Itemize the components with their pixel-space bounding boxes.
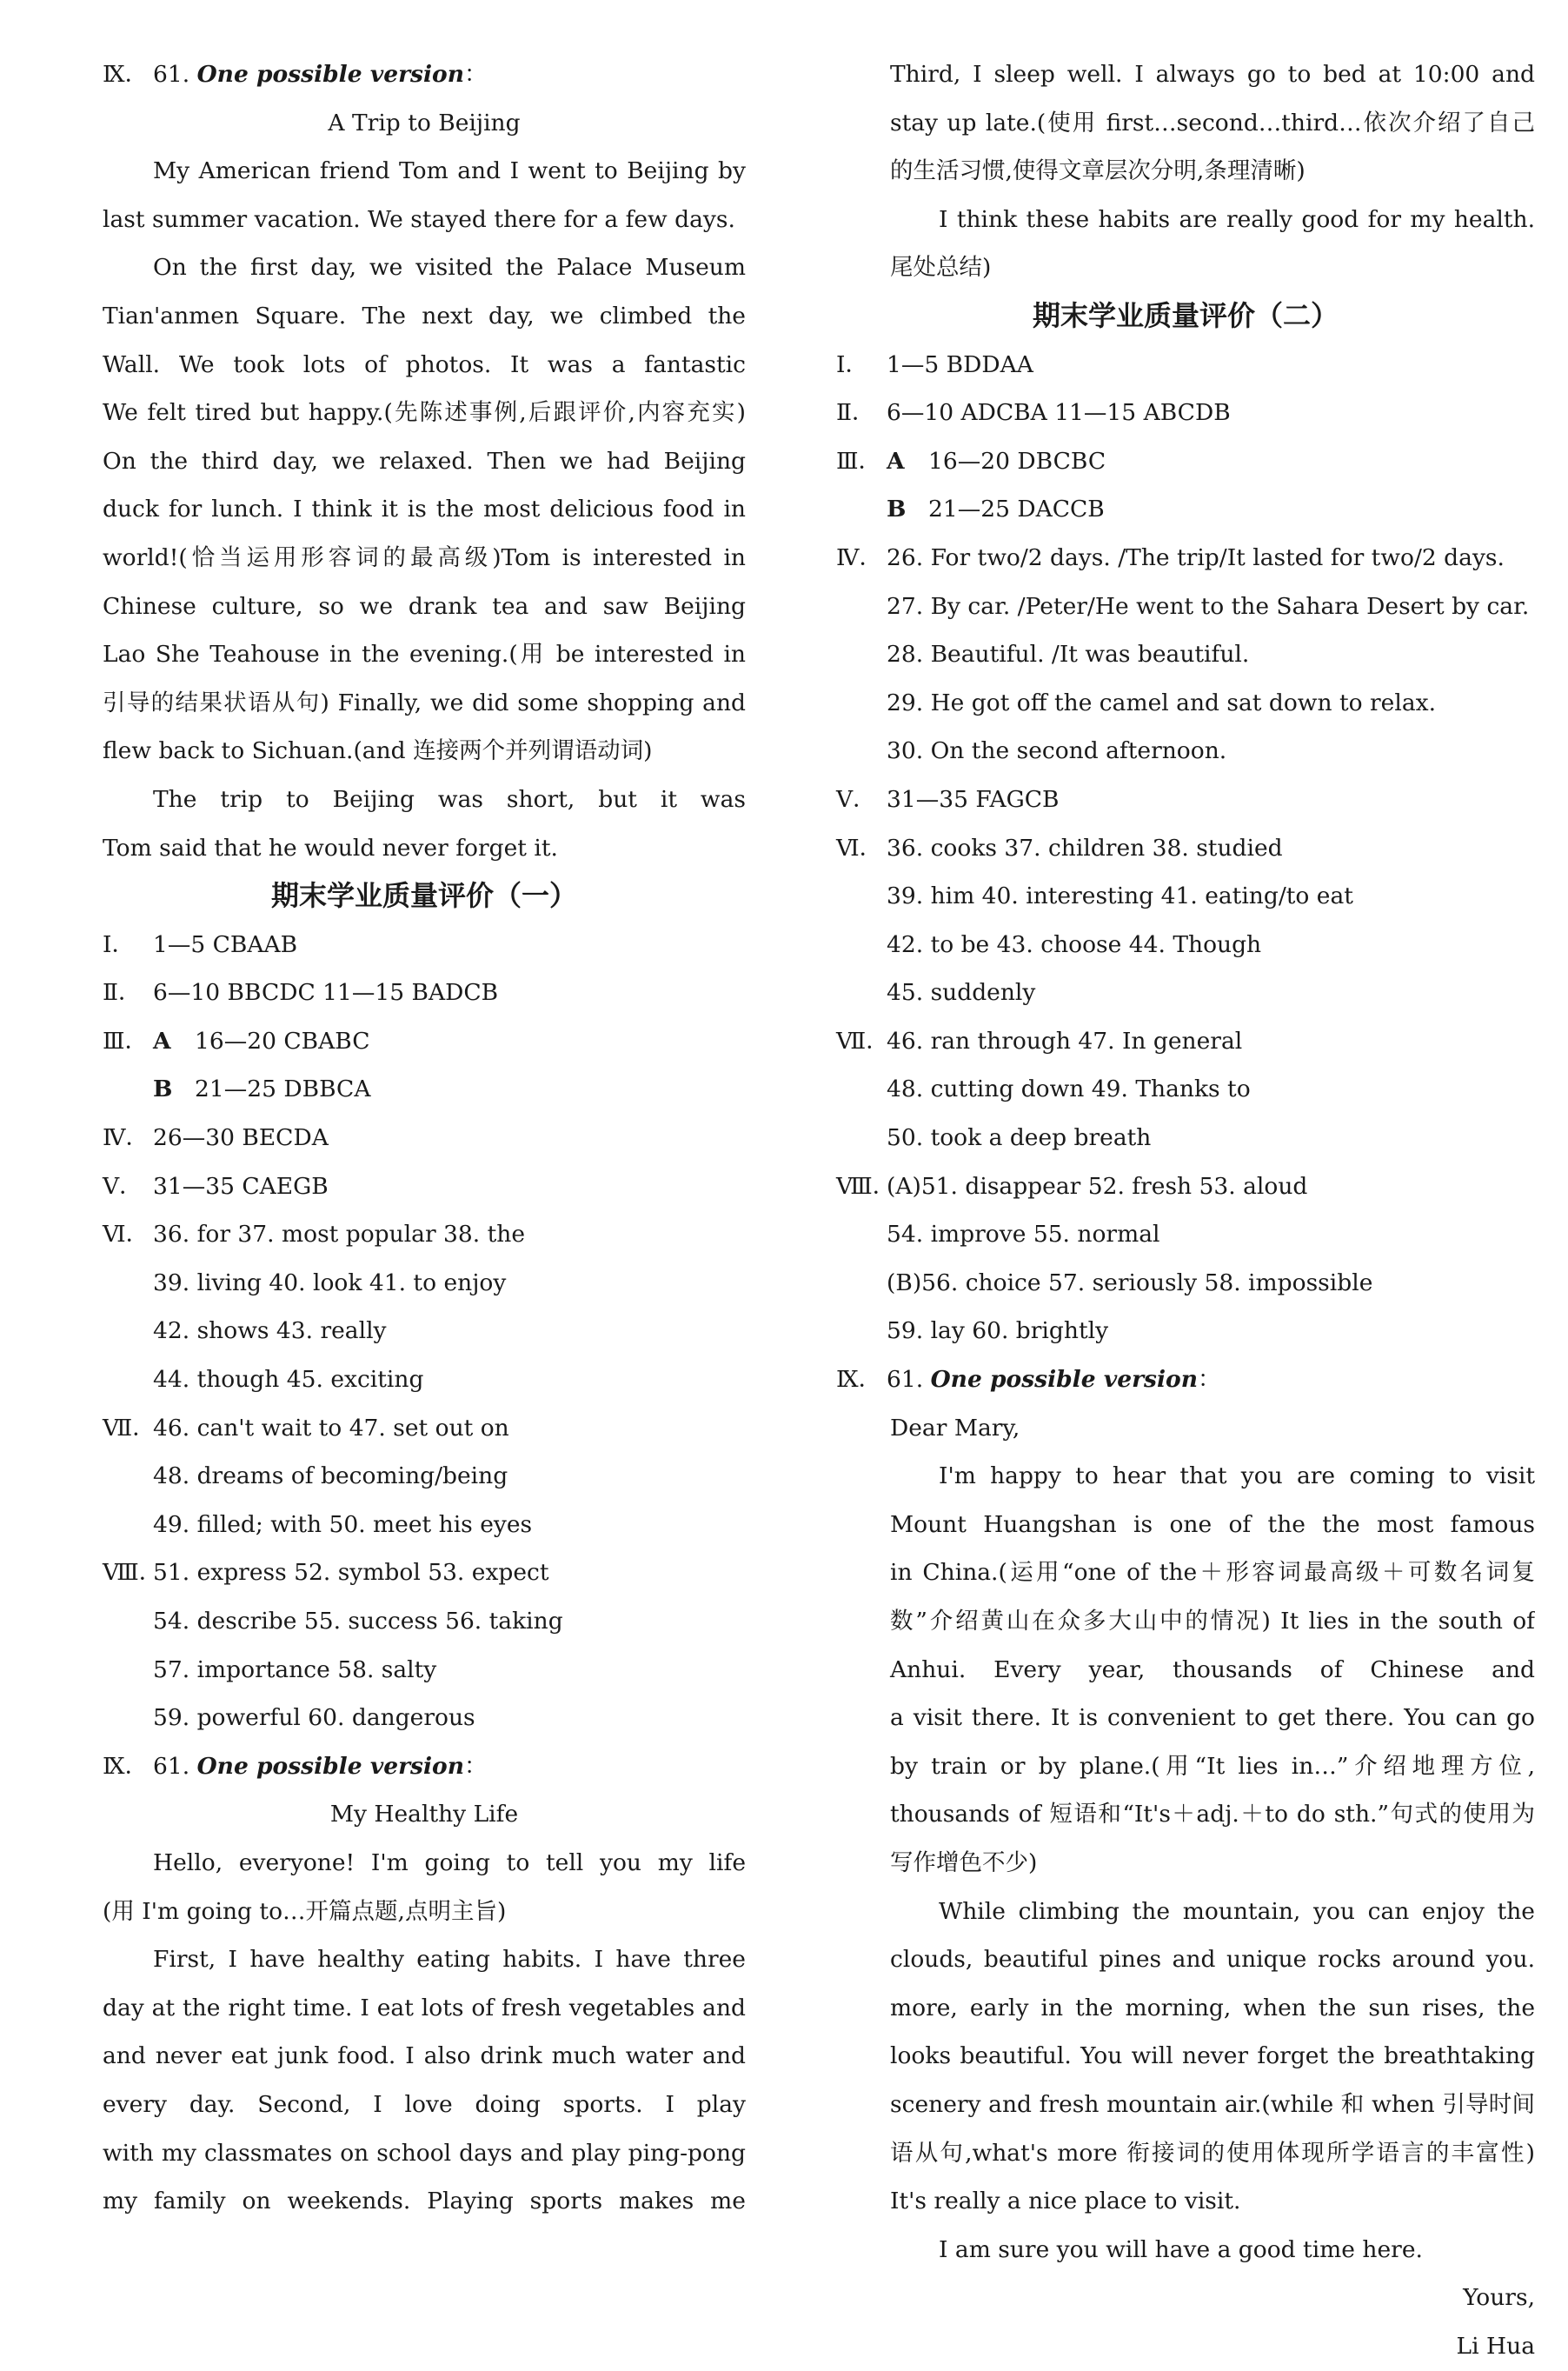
- essay-line: 写作增色不少): [890, 1848, 1038, 1876]
- answer-text: 48. dreams of becoming/being: [153, 1462, 508, 1490]
- answer-text: 1—5 CBAAB: [153, 930, 298, 958]
- letter-closing: Yours,: [1463, 2284, 1535, 2312]
- essay-3-header: [836, 1355, 1535, 1404]
- answer-text: 54. improve 55. normal: [887, 1221, 1160, 1249]
- answer-text: 59. powerful 60. dangerous: [153, 1704, 475, 1732]
- right-column: [836, 50, 1535, 2371]
- answer-text: 36. cooks 37. children 38. studied: [887, 834, 1283, 862]
- section-roman: Ⅲ．: [836, 447, 882, 475]
- answer-row: [836, 389, 1535, 437]
- answer-row: [103, 1114, 746, 1162]
- answer-row: [836, 437, 1535, 486]
- colon: ：: [1197, 1366, 1221, 1394]
- answer-text: 54. describe 55. success 56. taking: [153, 1608, 563, 1635]
- essay-line: I'm happy to hear that you are coming to visit: [939, 1462, 1535, 1490]
- section-roman: Ⅷ．: [836, 1172, 896, 1200]
- answer-row: [836, 1259, 1535, 1308]
- answer-text: 31—35 FAGCB: [887, 785, 1060, 813]
- essay-line: duck for lunch. I think it is the most delicious food in: [103, 496, 746, 523]
- essay-line: 数”介绍黄山在众多大山中的情况) It lies in the south of: [890, 1608, 1535, 1635]
- answer-row: [103, 1065, 746, 1114]
- answer-text: 42. to be 43. choose 44. Though: [887, 930, 1262, 958]
- colon: ：: [463, 1752, 488, 1780]
- essay-line: day at the right time. I eat lots of fresh vegetables and: [103, 1994, 746, 2021]
- answer-row: [103, 1210, 746, 1259]
- answer-text: 59. lay 60. brightly: [887, 1317, 1109, 1345]
- essay-line: a visit there. It is convenient to get there. You can go: [890, 1704, 1535, 1732]
- question-number: 61.: [153, 61, 190, 88]
- version-label: One possible version: [930, 1366, 1198, 1394]
- essay-line: by train or by plane.(用“It lies in…”介绍地理方位,: [890, 1752, 1535, 1780]
- exam-2-title: 期末学业质量评价（二）: [1032, 298, 1339, 332]
- answer-row: [836, 679, 1535, 728]
- essay-line: It's really a nice place to visit.: [890, 2188, 1241, 2215]
- answer-text: 50. took a deep breath: [887, 1124, 1152, 1152]
- essay-line: more, early in the morning, when the sun rises, the: [890, 1994, 1535, 2021]
- section-roman: Ⅴ．: [103, 1172, 143, 1200]
- essay-line: looks beautiful. You will never forget the breathtaking: [890, 2042, 1535, 2070]
- essay-line: thousands of 短语和“It's＋adj.＋to do sth.”句式的使用为: [890, 1801, 1535, 1828]
- letter-greeting: Dear Mary,: [890, 1414, 1020, 1442]
- answer-text: 31—35 CAEGB: [153, 1172, 329, 1200]
- answer-row: [103, 1452, 746, 1501]
- essay-line: 尾处总结): [890, 254, 992, 282]
- essay-line: Tom said that he would never forget it.: [103, 834, 558, 862]
- part-label: B: [887, 496, 907, 523]
- essay-line: 的生活习惯,使得文章层次分明,条理清晰): [890, 157, 1306, 185]
- answer-text: 16—20 CBABC: [195, 1027, 370, 1055]
- answer-text: 46. can't wait to 47. set out on: [153, 1414, 509, 1442]
- essay-line: We felt tired but happy.(先陈述事例,后跟评价,内容充实): [103, 399, 746, 427]
- essay-line: in China.(运用“one of the＋形容词最高级＋可数名词复: [890, 1559, 1535, 1587]
- answer-row: [836, 1162, 1535, 1211]
- answer-row: [103, 1694, 746, 1742]
- essay-line: with my classmates on school days and play ping-pong: [103, 2139, 746, 2167]
- part-label: A: [887, 447, 905, 475]
- answer-text: 26—30 BECDA: [153, 1124, 329, 1152]
- section-roman: Ⅰ．: [836, 350, 868, 378]
- section-roman: Ⅸ．: [836, 1366, 882, 1394]
- essay-line: While climbing the mountain, you can enjoy the: [939, 1897, 1535, 1925]
- answer-row: [836, 1017, 1535, 1066]
- essay-line: The trip to Beijing was short, but it was: [153, 785, 746, 813]
- essay-line: (用 I'm going to…开篇点题,点明主旨): [103, 1897, 507, 1925]
- answer-row: [836, 1210, 1535, 1259]
- answer-row: [836, 727, 1535, 776]
- essay-line: every day. Second, I love doing sports. I play: [103, 2090, 746, 2118]
- answer-text: 42. shows 43. really: [153, 1317, 387, 1345]
- answer-text: 1—5 BDDAA: [887, 350, 1033, 378]
- answer-row: [103, 1646, 746, 1695]
- essay-1-title: A Trip to Beijing: [328, 109, 521, 137]
- question-number: 61.: [887, 1366, 924, 1394]
- essay-line: Third, I sleep well. I always go to bed at 10:00 and: [890, 61, 1535, 88]
- answer-row: [836, 969, 1535, 1017]
- essay-line: Mount Huangshan is one of the the most famous: [890, 1510, 1535, 1538]
- essay-line: Wall. We took lots of photos. It was a fantastic: [103, 350, 746, 378]
- section-roman: Ⅱ．: [103, 979, 142, 1007]
- answer-text: 48. cutting down 49. Thanks to: [887, 1076, 1251, 1103]
- essay-line: stay up late.(使用 first…second…third…依次介绍了自己: [890, 109, 1535, 137]
- section-roman: Ⅲ．: [103, 1027, 149, 1055]
- answer-row: [103, 1259, 746, 1308]
- answer-row: [836, 630, 1535, 679]
- answer-text: 45. suddenly: [887, 979, 1036, 1007]
- question-number: 61.: [153, 1752, 190, 1780]
- section-roman: Ⅳ．: [836, 543, 882, 571]
- essay-line: flew back to Sichuan.(and 连接两个并列谓语动词): [103, 737, 653, 765]
- essay-line: scenery and fresh mountain air.(while 和 when 引导时间: [890, 2090, 1535, 2118]
- section-roman: Ⅵ．: [103, 1221, 149, 1249]
- answer-row: [836, 583, 1535, 631]
- section-roman: Ⅶ．: [836, 1027, 889, 1055]
- essay-line: Anhui. Every year, thousands of Chinese and: [890, 1655, 1535, 1683]
- answer-text: 28. Beautiful. /It was beautiful.: [887, 641, 1250, 669]
- essay-line: Tian'anmen Square. The next day, we climbed the: [103, 302, 746, 330]
- answer-text: 51. express 52. symbol 53. expect: [153, 1559, 549, 1587]
- section-roman: Ⅰ．: [103, 930, 135, 958]
- section-roman: Ⅷ．: [103, 1559, 163, 1587]
- answer-row: [103, 1017, 746, 1066]
- section-roman: Ⅸ．: [103, 1752, 149, 1780]
- answer-text: 6—10 BBCDC 11—15 BADCB: [153, 979, 499, 1007]
- answer-row: [103, 921, 746, 969]
- section-roman: Ⅳ．: [103, 1124, 149, 1152]
- answer-text: 57. importance 58. salty: [153, 1655, 437, 1683]
- essay-line: my family on weekends. Playing sports makes me: [103, 2188, 746, 2215]
- answer-text: 21—25 DBBCA: [195, 1076, 371, 1103]
- answer-text: (A)51. disappear 52. fresh 53. aloud: [887, 1172, 1308, 1200]
- answer-row: [836, 824, 1535, 873]
- answer-text: 29. He got off the camel and sat down to relax.: [887, 689, 1436, 716]
- essay-line: 引导的结果状语从句) Finally, we did some shopping and: [103, 689, 746, 716]
- version-label: One possible version: [196, 1752, 464, 1780]
- answer-row: [836, 872, 1535, 921]
- answer-row: [836, 1114, 1535, 1162]
- colon: ：: [463, 61, 488, 88]
- part-label: A: [153, 1027, 171, 1055]
- answer-row: [836, 485, 1535, 534]
- essay-line: On the first day, we visited the Palace Museum: [153, 254, 746, 282]
- essay-line: I am sure you will have a good time here.: [939, 2235, 1423, 2263]
- section-roman: Ⅱ．: [836, 399, 875, 427]
- answer-row: [836, 1065, 1535, 1114]
- essay-line: On the third day, we relaxed. Then we had Beijing: [103, 447, 746, 475]
- answer-row: [103, 1597, 746, 1646]
- answer-row: [103, 1307, 746, 1355]
- essay-line: First, I have healthy eating habits. I have three: [153, 1946, 746, 1974]
- answer-row: [836, 341, 1535, 390]
- answer-text: 21—25 DACCB: [928, 496, 1105, 523]
- essay-line: and never eat junk food. I also drink much water and: [103, 2042, 746, 2070]
- essay-1-header: [103, 50, 746, 99]
- answer-text: 27. By car. /Peter/He went to the Sahara Desert by car.: [887, 592, 1530, 620]
- answer-row: [836, 1307, 1535, 1355]
- answer-row: [103, 1501, 746, 1549]
- answer-row: [836, 534, 1535, 583]
- answer-row: [103, 969, 746, 1017]
- essay-line: last summer vacation. We stayed there for a few days.: [103, 205, 735, 233]
- answer-row: [103, 1162, 746, 1211]
- answer-row: [836, 921, 1535, 969]
- essay-line: My American friend Tom and I went to Beijing by: [153, 157, 746, 185]
- answer-text: 16—20 DBCBC: [928, 447, 1106, 475]
- answer-text: 44. though 45. exciting: [153, 1366, 424, 1394]
- essay-line: Chinese culture, so we drank tea and saw Beijing: [103, 592, 746, 620]
- answer-text: 49. filled; with 50. meet his eyes: [153, 1510, 533, 1538]
- essay-line: clouds, beautiful pines and unique rocks around you.: [890, 1946, 1535, 1974]
- answer-row: [836, 776, 1535, 824]
- essay-2-header: [103, 1742, 746, 1791]
- answer-text: (B)56. choice 57. seriously 58. impossible: [887, 1269, 1373, 1296]
- answer-row: [103, 1404, 746, 1453]
- exam-1-title: 期末学业质量评价（一）: [270, 879, 577, 913]
- answer-text: 39. him 40. interesting 41. eating/to eat: [887, 882, 1353, 910]
- answer-text: 36. for 37. most popular 38. the: [153, 1221, 526, 1249]
- left-column: [103, 50, 746, 2226]
- essay-2-title: My Healthy Life: [329, 1801, 519, 1828]
- section-roman: Ⅸ．: [103, 61, 149, 88]
- essay-line: Hello, everyone! I'm going to tell you my life: [153, 1848, 746, 1876]
- answer-text: 46. ran through 47. In general: [887, 1027, 1243, 1055]
- version-label: One possible version: [196, 61, 464, 88]
- answer-text: 6—10 ADCBA 11—15 ABCDB: [887, 399, 1231, 427]
- answer-text: 26. For two/2 days. /The trip/It lasted for two/2 days.: [887, 543, 1505, 571]
- part-label: B: [153, 1076, 173, 1103]
- section-roman: Ⅶ．: [103, 1414, 156, 1442]
- essay-line: Lao She Teahouse in the evening.(用 be interested in: [103, 641, 746, 669]
- essay-line: I think these habits are really good for my health.: [939, 205, 1535, 233]
- answer-row: [103, 1355, 746, 1404]
- answer-row: [103, 1548, 746, 1597]
- answer-text: 39. living 40. look 41. to enjoy: [153, 1269, 507, 1296]
- letter-signature: Li Hua: [1456, 2332, 1535, 2360]
- answer-text: 30. On the second afternoon.: [887, 737, 1227, 765]
- essay-line: 语从句,what's more 衔接词的使用体现所学语言的丰富性): [890, 2139, 1535, 2167]
- section-roman: Ⅴ．: [836, 785, 876, 813]
- essay-line: world!(恰当运用形容词的最高级)Tom is interested in: [103, 543, 746, 571]
- section-roman: Ⅵ．: [836, 834, 883, 862]
